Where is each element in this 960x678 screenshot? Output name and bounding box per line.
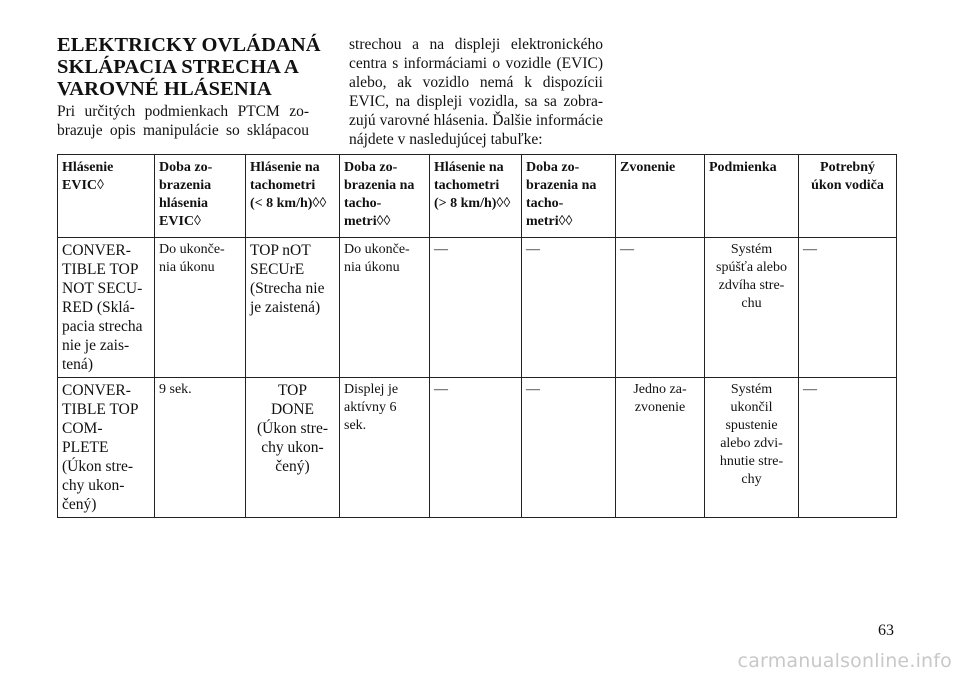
cell-line: CONVER- — [62, 382, 131, 399]
cell-line: — — [434, 242, 448, 257]
intro-line: Pri určitých podmienkach PTCM zo- — [57, 103, 309, 120]
intro-line: brazuje opis manipulácie so sklápacou — [57, 122, 309, 139]
title-line: SKLÁPACIA STRECHA A — [57, 56, 299, 78]
cell-line: tená) — [62, 356, 93, 373]
header-cell-evic-message — [58, 155, 155, 238]
cell-line: — — [434, 382, 448, 397]
cell-line: spúšťa alebo — [716, 260, 787, 275]
cell-line: chy ukon- — [62, 477, 125, 494]
cell-evic-duration — [155, 238, 246, 378]
cell-line: brazenia — [159, 178, 212, 193]
cell-line: tacho- — [344, 196, 382, 211]
cell-line: TOP — [277, 382, 307, 399]
cell-line: chy ukon- — [261, 439, 324, 456]
cell-line: — — [526, 242, 540, 257]
cell-line: Potrebný — [820, 160, 875, 175]
cell-line: brazenia na — [344, 178, 415, 193]
cell-cluster-message-fast — [430, 238, 522, 378]
intro-line: EVIC, na displeji vozidla, sa sa zobra- — [349, 93, 603, 110]
cell-line: — — [803, 242, 817, 257]
cell-condition — [705, 238, 799, 378]
watermark: carmanualsonline.info — [737, 650, 952, 672]
cell-line: Doba zo- — [526, 160, 580, 175]
title-line: ELEKTRICKY OVLÁDANÁ — [57, 34, 321, 56]
cell-chime — [616, 238, 705, 378]
cell-line: Hlásenie na — [434, 160, 504, 175]
cell-line: (> 8 km/h)◊◊ — [434, 196, 511, 211]
cell-line: — — [620, 242, 634, 257]
cell-line: SECUrE — [250, 261, 305, 278]
cell-line: — — [526, 382, 540, 397]
cell-line: Doba zo- — [159, 160, 213, 175]
cell-line: metri◊◊ — [526, 214, 573, 229]
header-cell-driver-action — [799, 155, 897, 238]
cell-line: nia úkonu — [159, 260, 215, 275]
cell-cluster-message-slow — [246, 238, 340, 378]
cell-line: aktívny 6 — [344, 400, 397, 415]
cell-cluster-duration-slow — [340, 238, 430, 378]
cell-line: brazenia na — [526, 178, 597, 193]
intro-paragraph-start — [57, 102, 309, 140]
cell-cluster-message-slow — [246, 378, 340, 518]
cell-line: EVIC◊ — [159, 214, 201, 229]
cell-line: Jedno za- — [633, 382, 687, 397]
cell-line: úkon vodiča — [811, 178, 884, 193]
cell-line: je zaistená) — [250, 299, 321, 316]
cell-line: Displej je — [344, 382, 399, 397]
cell-line: (Strecha nie — [250, 280, 325, 297]
cell-condition — [705, 378, 799, 518]
cell-line: sek. — [344, 418, 367, 433]
cell-evic-message — [58, 238, 155, 378]
cell-line: Hlásenie — [62, 160, 114, 175]
title-line: VAROVNÉ HLÁSENIA — [57, 78, 272, 100]
section-title — [57, 34, 327, 100]
cell-driver-action — [799, 238, 897, 378]
intro-line: nájdete v nasledujúcej tabuľke: — [349, 131, 543, 148]
cell-line: spustenie — [725, 418, 778, 433]
cell-line: (Úkon stre- — [256, 420, 329, 437]
cell-line: NOT SECU- — [62, 280, 143, 297]
table-header-row — [58, 155, 897, 238]
cell-line: alebo zdvi- — [720, 436, 783, 451]
cell-line: chu — [741, 296, 762, 311]
cell-line: nia úkonu — [344, 260, 400, 275]
header-cell-chime — [616, 155, 705, 238]
header-cell-cluster-message-slow — [246, 155, 340, 238]
cell-line: čený) — [62, 496, 97, 513]
cell-line: PLETE — [62, 439, 109, 456]
cell-line: tachometri — [434, 178, 500, 193]
cell-line: ukončil — [730, 400, 773, 415]
cell-line: EVIC◊ — [62, 178, 104, 193]
cell-line: hlásenia — [159, 196, 209, 211]
cell-line: TIBLE TOP — [62, 261, 139, 278]
cell-line: zdvíha stre- — [718, 278, 785, 293]
cell-line: pacia strecha — [62, 318, 143, 335]
cell-line: Zvonenie — [620, 160, 676, 175]
cell-line: — — [803, 382, 817, 397]
cell-cluster-message-fast — [430, 378, 522, 518]
cell-driver-action — [799, 378, 897, 518]
table-row — [58, 238, 897, 378]
cell-line: 9 sek. — [159, 382, 192, 397]
cell-line: nie je zais- — [62, 337, 130, 354]
cell-line: TIBLE TOP — [62, 401, 139, 418]
cell-line: chy — [741, 472, 762, 487]
header-cell-condition — [705, 155, 799, 238]
cell-line: RED (Sklá- — [62, 299, 135, 316]
header-cell-cluster-duration-fast — [522, 155, 616, 238]
cell-line: COM- — [62, 420, 103, 437]
cell-evic-duration — [155, 378, 246, 518]
intro-line: centra s informáciami o vozidle (EVIC) — [349, 55, 603, 72]
cell-line: (Úkon stre- — [62, 458, 134, 475]
cell-chime — [616, 378, 705, 518]
cell-cluster-duration-fast — [522, 378, 616, 518]
cell-line: Do ukonče- — [159, 242, 225, 257]
cell-line: DONE — [270, 401, 315, 418]
header-cell-cluster-duration-slow — [340, 155, 430, 238]
cell-line: Systém — [730, 382, 773, 397]
cell-line: TOP nOT — [250, 242, 311, 259]
header-cell-cluster-message-fast — [430, 155, 522, 238]
cell-evic-message — [58, 378, 155, 518]
cell-line: Do ukonče- — [344, 242, 410, 257]
intro-paragraph-continued — [349, 35, 603, 149]
cell-line: Doba zo- — [344, 160, 398, 175]
cell-cluster-duration-fast — [522, 238, 616, 378]
cell-line: Hlásenie na — [250, 160, 320, 175]
cell-line: tacho- — [526, 196, 564, 211]
header-cell-evic-duration — [155, 155, 246, 238]
intro-line: strechou a na displeji elektronického — [349, 36, 603, 53]
intro-line: alebo, ak vozidlo nemá k dispozícii — [349, 74, 603, 91]
cell-line: tachometri — [250, 178, 316, 193]
cell-line: Podmienka — [709, 160, 777, 175]
cell-line: CONVER- — [62, 242, 131, 259]
intro-line: zujú varovné hlásenia. Ďalšie informácie — [349, 112, 603, 129]
cell-line: Systém — [730, 242, 773, 257]
cell-line: zvonenie — [634, 400, 686, 415]
page-number: 63 — [878, 622, 894, 639]
cell-line: hnutie stre- — [719, 454, 784, 469]
warning-messages-table — [57, 154, 897, 518]
cell-cluster-duration-slow — [340, 378, 430, 518]
cell-line: metri◊◊ — [344, 214, 391, 229]
cell-line: (< 8 km/h)◊◊ — [250, 196, 327, 211]
table-row — [58, 378, 897, 518]
cell-line: čený) — [275, 458, 310, 475]
